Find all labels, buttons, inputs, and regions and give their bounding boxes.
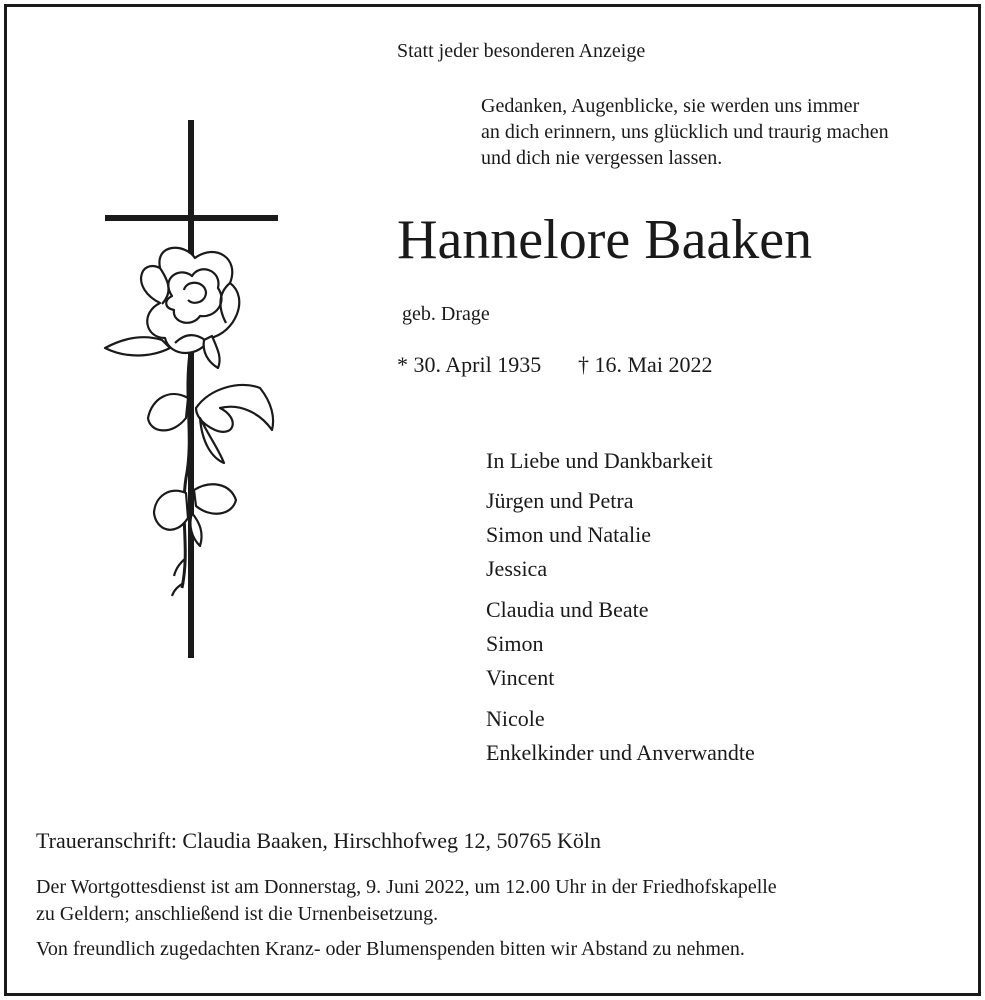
mourner-group (486, 702, 755, 770)
deceased-name: Hannelore Baaken (397, 209, 813, 271)
birth-date: * 30. April 1935 (397, 352, 542, 377)
mourner-line: Simon und Natalie (486, 522, 651, 547)
mourner-line: Vincent (486, 665, 555, 690)
mourners-intro: In Liebe und Dankbarkeit (486, 448, 713, 473)
notice-header: Statt jeder besonderen Anzeige (397, 40, 646, 62)
death-date: † 16. Mai 2022 (578, 352, 713, 377)
service-line: zu Geldern; anschließend ist die Urnenbeisetzung. (36, 903, 439, 925)
mourner-group (486, 484, 651, 586)
service-info (36, 874, 777, 928)
mourner-line: Enkelkinder und Anverwandte (486, 740, 755, 765)
mourning-address: Traueranschrift: Claudia Baaken, Hirschhofweg 12, 50765 Köln (36, 828, 601, 853)
mourner-group (486, 593, 649, 695)
mourner-line: Nicole (486, 706, 545, 731)
poem-line: Gedanken, Augenblicke, sie werden uns immer (481, 95, 860, 117)
mourner-line: Simon (486, 631, 544, 656)
mourner-line: Jessica (486, 556, 548, 581)
mourner-line: Jürgen und Petra (486, 488, 634, 513)
poem-line: an dich erinnern, uns glücklich und traurig machen (481, 121, 889, 143)
maiden-name: geb. Drage (402, 303, 490, 325)
poem (481, 93, 889, 171)
mourner-line: Claudia und Beate (486, 597, 649, 622)
donation-note: Von freundlich zugedachten Kranz- oder Blumenspenden bitten wir Abstand zu nehmen. (36, 938, 745, 960)
service-line: Der Wortgottesdienst ist am Donnerstag, 9. Juni 2022, um 12.00 Uhr in der Friedhofskapelle (36, 876, 777, 898)
poem-line: und dich nie vergessen lassen. (481, 147, 723, 169)
cross-rose-emblem (100, 118, 280, 663)
